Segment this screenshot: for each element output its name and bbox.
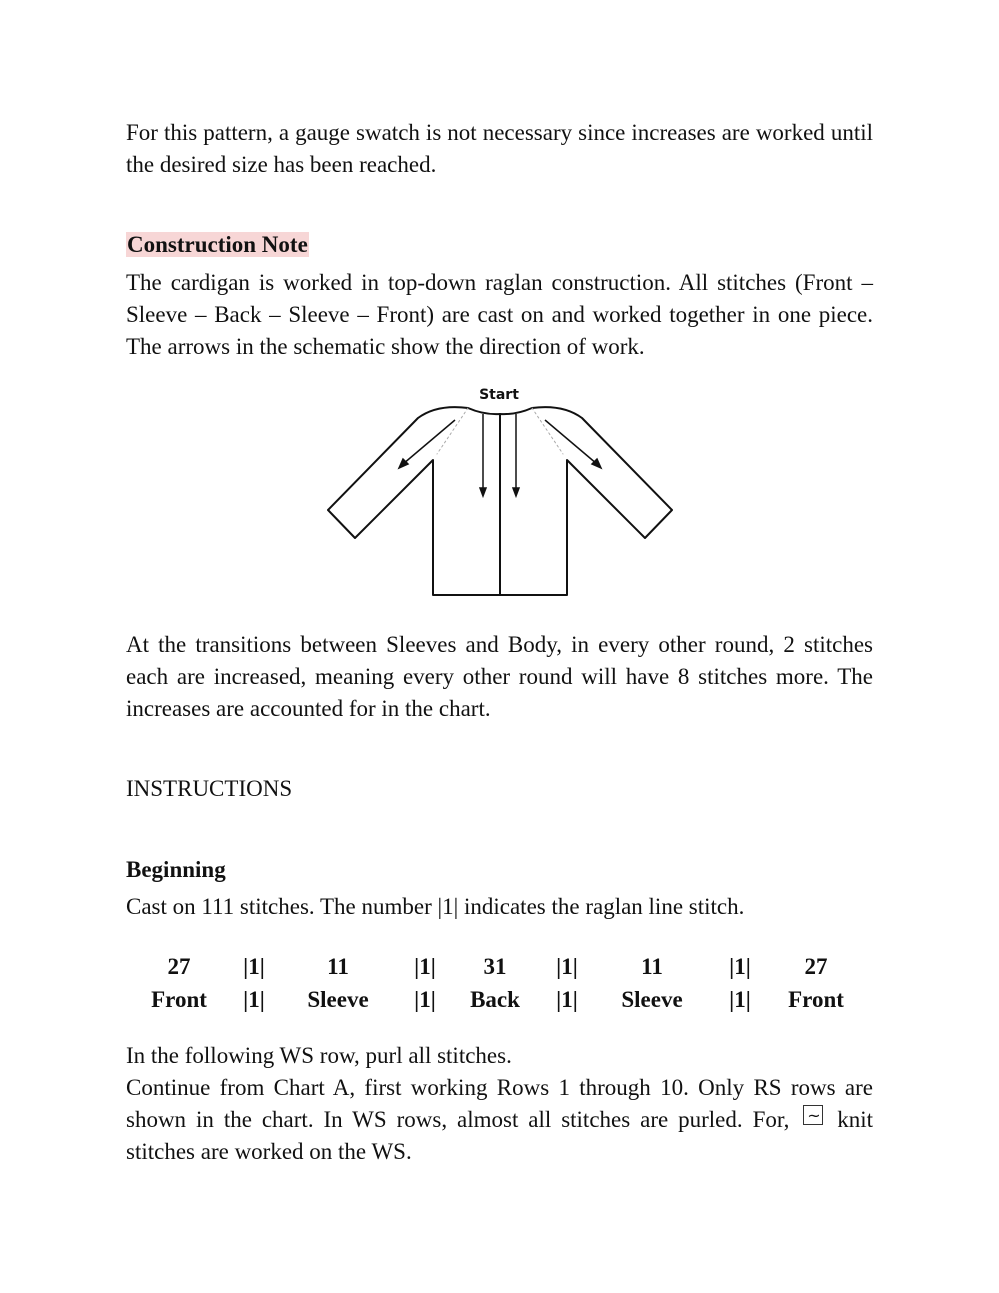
stitch-part: Front xyxy=(151,987,207,1012)
stitch-col-sleeve-left xyxy=(307,950,368,1016)
schematic-start-label: Start xyxy=(479,387,519,403)
stitch-count: 31 xyxy=(483,954,507,979)
stitch-col-raglan-1 xyxy=(243,950,265,1016)
stitch-count: 27 xyxy=(804,954,828,979)
gauge-paragraph: For this pattern, a gauge swatch is not necessary since increases are worked until the desired size has been reached. xyxy=(126,120,873,177)
stitch-part: Sleeve xyxy=(621,987,683,1012)
stitch-col-raglan-3 xyxy=(556,950,578,1016)
stitch-count: |1| xyxy=(556,954,578,979)
transitions-paragraph: At the transitions between Sleeves and Body, in every other round, 2 stitches each are increased, meaning every other round will have 8 stitches more. The increases are accounted for in the chart. xyxy=(126,632,873,721)
construction-heading xyxy=(126,231,309,259)
ws-row-paragraph: In the following WS row, purl all stitches. xyxy=(126,1043,512,1068)
stitch-count: |1| xyxy=(729,954,751,979)
stitch-part: |1| xyxy=(243,987,265,1012)
chart-a-text-before: Continue from Chart A, first working Rows 1 through 10. Only RS rows are shown in the chart. In WS rows, almost all stitches are purled. For, xyxy=(126,1075,873,1132)
stitch-col-sleeve-right xyxy=(621,950,682,1016)
chart-a-paragraph xyxy=(126,1072,873,1168)
beginning-heading: Beginning xyxy=(126,857,226,882)
raglan-schematic xyxy=(325,380,675,605)
stitch-part: |1| xyxy=(414,987,436,1012)
instructions-heading: INSTRUCTIONS xyxy=(126,776,293,801)
arrow-right-front-head xyxy=(513,488,519,496)
stitch-count: |1| xyxy=(414,954,436,979)
stitch-col-front-left xyxy=(151,950,207,1016)
construction-paragraph: The cardigan is worked in top-down raglan construction. All stitches (Front – Sleeve – Back – Sleeve – Front) are cast on and worked together in one piece. The arrows in the schematic show the direction of work. xyxy=(126,270,873,359)
knit-on-ws-symbol-icon xyxy=(803,1105,823,1125)
arrow-left-front-head xyxy=(480,488,486,496)
stitch-count: 11 xyxy=(327,954,349,979)
chart-a-text-after: knit stitches are worked on the WS. xyxy=(126,1107,874,1164)
stitch-count: 11 xyxy=(641,954,663,979)
stitch-part: Front xyxy=(788,987,844,1012)
stitch-part: Sleeve xyxy=(307,987,369,1012)
stitch-part: Back xyxy=(470,987,520,1012)
stitch-part: |1| xyxy=(729,987,751,1012)
stitch-part: |1| xyxy=(556,987,578,1012)
stitch-count: |1| xyxy=(243,954,265,979)
stitch-count: 27 xyxy=(167,954,191,979)
stitch-col-back xyxy=(470,950,520,1016)
stitch-col-raglan-2 xyxy=(414,950,436,1016)
stitch-col-front-right xyxy=(788,950,844,1016)
stitch-col-raglan-4 xyxy=(729,950,751,1016)
construction-heading-highlight: Construction Note xyxy=(127,232,308,257)
cast-on-paragraph: Cast on 111 stitches. The number |1| indicates the raglan line stitch. xyxy=(126,894,745,919)
